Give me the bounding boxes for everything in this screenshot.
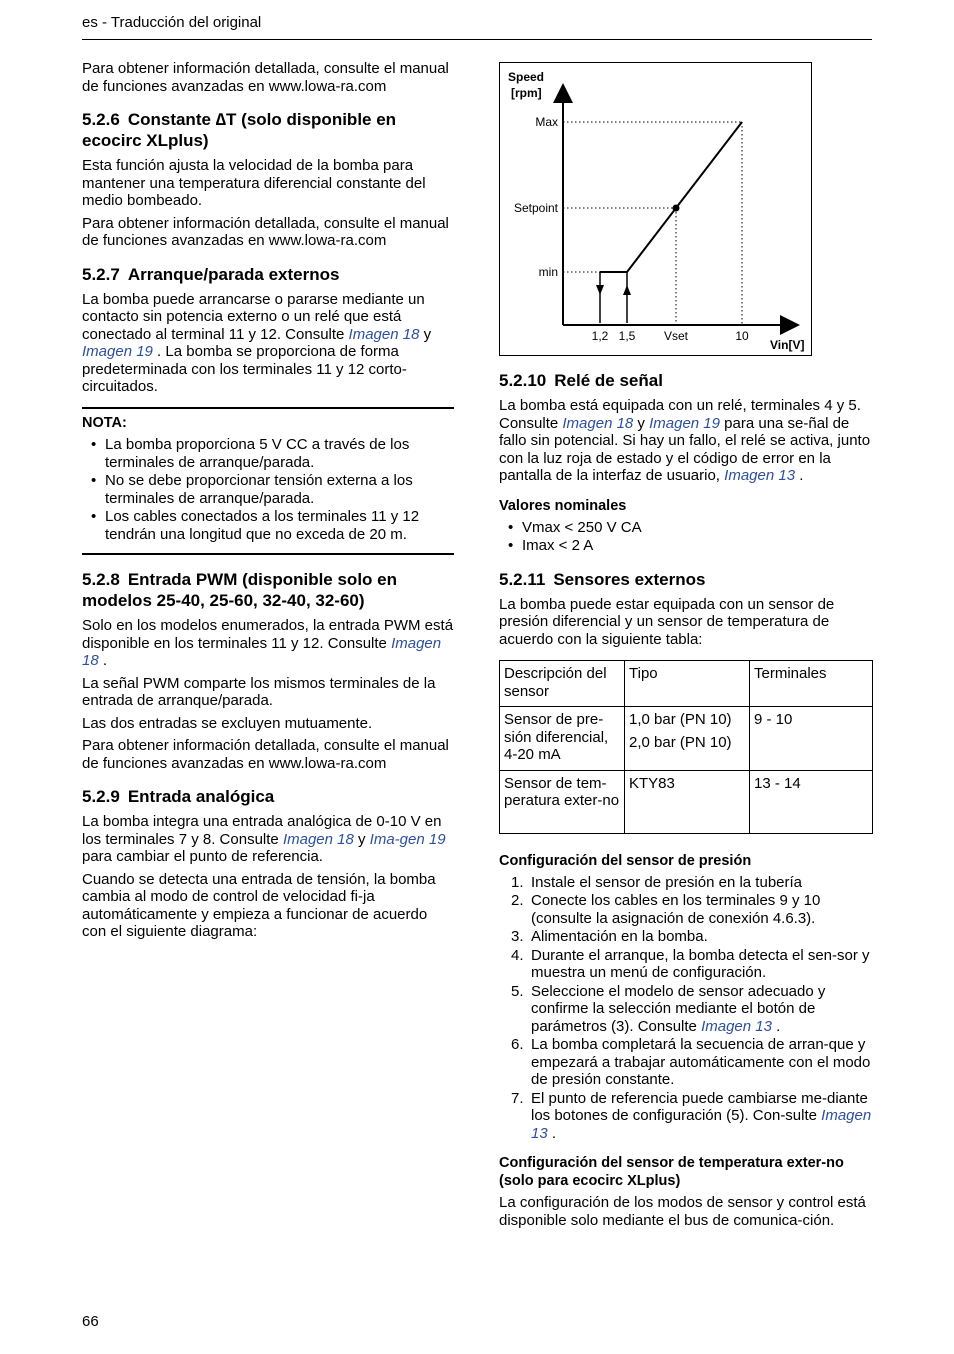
s528-paragraph-4: Para obtener información detallada, consulte el manual de funciones avanzadas en www.lowa-ra.com (82, 737, 449, 772)
nominal-values-heading: Valores nominales (499, 497, 627, 514)
step-item: 7. El punto de referencia puede cambiarse me-diante los botones de configuración (5). Con-sulte Imagen 13 . (511, 1089, 872, 1142)
note-box (82, 407, 454, 556)
table-cell-line: 1,0 bar (PN 10) (629, 711, 732, 728)
table-header-row (500, 661, 873, 707)
table-cell: 13 - 14 (750, 770, 873, 833)
s528-paragraph-2: La señal PWM comparte los mismos terminales de la entrada de arranque/parada. (82, 674, 436, 709)
table-row (500, 707, 873, 771)
s5211-paragraph-1: La bomba puede estar equipada con un sensor de presión diferencial y un sensor de temperatura de acuerdo con la siguiente tabla: (499, 595, 835, 648)
header-rule (82, 39, 872, 40)
note-item: • Los cables conectados a los terminales 11 y 12 tendrán una longitud que no exceda de 20 m. (82, 508, 454, 543)
right-column (499, 60, 873, 1234)
table-header-cell: Tipo (625, 661, 750, 707)
step-item: 5. Seleccione el modelo de sensor adecuado y confirme la selección mediante el botón de parámetros (3). Consulte Imagen 13 . (511, 982, 826, 1035)
heading-5-2-9: 5.2.9 Entrada analógica (82, 787, 275, 806)
note-item: • No se debe proporcionar tensión externa a los terminales de arranque/parada. (82, 472, 454, 507)
link-imagen-13[interactable]: Imagen 13 (724, 467, 796, 484)
step-item: 4. Durante el arranque, la bomba detecta el sen-sor y muestra un menú de configuración. (511, 946, 870, 981)
intro-paragraph: Para obtener información detallada, consulte el manual de funciones avanzadas en www.lowa-ra.com (82, 60, 449, 95)
table-header-cell: Terminales (750, 661, 873, 707)
nominal-item: • Vmax < 250 V CA (499, 519, 873, 537)
heading-5-2-8: 5.2.8 Entrada PWM (disponible solo en modelos 25-40, 25-60, 32-40, 32-60) (82, 570, 397, 610)
s526-paragraph-1: Esta función ajusta la velocidad de la bomba para mantener una temperatura diferencial constante del medio bombeado. (82, 157, 426, 209)
heading-5-2-6: 5.2.6 Constante ∆T (solo disponible en ecocirc XLplus) (82, 110, 397, 150)
chart-x-tick-label: Vset (663, 329, 689, 343)
table-cell: Sensor de pre-sión diferencial, 4-20 mA (500, 707, 625, 771)
page-number: 66 (82, 1313, 99, 1330)
table-row (500, 770, 873, 833)
running-header: es - Traducción del original (82, 14, 262, 31)
link-imagen-19[interactable]: Imagen 19 (82, 343, 153, 360)
pressure-config-heading: Configuración del sensor de presión (499, 852, 752, 869)
table-cell: Sensor de tem-peratura exter-no (500, 770, 625, 833)
chart-switch-on-arrow (623, 285, 631, 295)
chart-x-tick-label: 10 (735, 329, 749, 343)
chart-setpoint-marker (673, 205, 680, 212)
link-imagen-19[interactable]: Ima-gen 19 (369, 830, 446, 848)
step-item: 2. Conecte los cables en los terminales 9 y 10 (consulte la asignación de conexión 4.6.3). (511, 892, 821, 927)
s528-paragraph-3: Las dos entradas se excluyen mutuamente. (82, 714, 373, 732)
link-imagen-18[interactable]: Imagen 18 (282, 830, 354, 848)
note-list (82, 436, 454, 543)
heading-5-2-11: 5.2.11 Sensores externos (499, 569, 706, 589)
sensors-table (499, 660, 873, 834)
link-imagen-18[interactable]: Imagen 18 (348, 325, 420, 343)
link-imagen-13[interactable]: Imagen 13 (531, 1107, 872, 1142)
chart-y-tick-label: min (538, 265, 558, 279)
s5210-paragraph-1: La bomba está equipada con un relé, terminales 4 y 5. Consulte Imagen 18 y Imagen 19 para una se-ñal de fallo sin potencial. Si hay un fallo, el relé se activa, junto con la luz roja de estado y el código de error en la pantalla de la interfaz de usuario, Imagen 13 . (499, 397, 871, 484)
chart-xlabel: Vin[V] (770, 338, 805, 352)
temp-config-heading: Configuración del sensor de temperatura exter-no (solo para ecocirc XLplus) (499, 1155, 844, 1189)
step-item: 1. Instale el sensor de presión en la tubería (511, 873, 803, 891)
step-item: 6. La bomba completará la secuencia de arran-que y empezará a trabajar automáticamente con el modo de presión constante. (511, 1036, 871, 1088)
nominal-item: • Imax < 2 A (499, 537, 873, 555)
link-imagen-18[interactable]: Imagen 18 (562, 414, 634, 432)
s526-paragraph-2: Para obtener información detallada, consulte el manual de funciones avanzadas en www.lowa-ra.com (82, 214, 449, 249)
chart-svg (500, 63, 811, 355)
temp-config-paragraph: La configuración de los modos de sensor y control está disponible solo mediante el bus de comunica-ción. (499, 1194, 866, 1229)
heading-5-2-7: 5.2.7 Arranque/parada externos (82, 264, 340, 284)
chart-series-line (627, 122, 742, 272)
pressure-config-steps (499, 874, 873, 1143)
chart-x-tick-label: 1,2 (591, 329, 609, 343)
chart-ylabel-line1: Speed (508, 70, 545, 84)
table-cell-line: 2,0 bar (PN 10) (629, 733, 732, 751)
s527-paragraph-1: La bomba puede arrancarse o pararse mediante un contacto sin potencia externo o un relé que está conectado al terminal 11 y 12. Consulte Imagen 18 y Imagen 19 . La bomba se proporciona de forma predeterminada con los terminales 11 y 12 corto-circuitados. (82, 290, 432, 395)
left-column (82, 60, 454, 946)
speed-voltage-chart (499, 62, 812, 356)
s528-paragraph-1: Solo en los modelos enumerados, la entrada PWM está disponible en los terminales 11 y 12. Consulte Imagen 18 . (82, 617, 454, 669)
s529-paragraph-2: Cuando se detecta una entrada de tensión, la bomba cambia al modo de control de velocidad fi-ja automáticamente y empieza a funcionar de acuerdo con el siguiente diagrama: (82, 870, 436, 940)
nominal-values-list (499, 519, 873, 555)
chart-y-tick-label: Max (535, 115, 558, 129)
link-imagen-18[interactable]: Imagen 18 (82, 634, 442, 669)
chart-ylabel-line2: [rpm] (511, 86, 542, 100)
link-imagen-13[interactable]: Imagen 13 (701, 1017, 772, 1035)
chart-y-tick-label: Setpoint (513, 201, 558, 215)
chart-x-tick-label: 1,5 (618, 329, 636, 343)
note-item: • La bomba proporciona 5 V CC a través de los terminales de arranque/parada. (82, 436, 454, 471)
s529-paragraph-1: La bomba integra una entrada analógica de 0-10 V en los terminales 7 y 8. Consulte Imagen 18 y Ima-gen 19 para cambiar el punto de referencia. (82, 813, 446, 865)
heading-5-2-10: 5.2.10 Relé de señal (499, 371, 663, 390)
table-cell: 9 - 10 (750, 707, 873, 771)
table-cell (625, 707, 750, 771)
note-title: NOTA: (82, 414, 127, 431)
link-imagen-19[interactable]: Imagen 19 (649, 414, 720, 432)
table-cell: KTY83 (625, 770, 750, 833)
chart-switch-off-arrow (596, 285, 604, 295)
step-item: 3. Alimentación en la bomba. (511, 928, 708, 945)
table-header-cell: Descripción del sensor (500, 661, 625, 707)
